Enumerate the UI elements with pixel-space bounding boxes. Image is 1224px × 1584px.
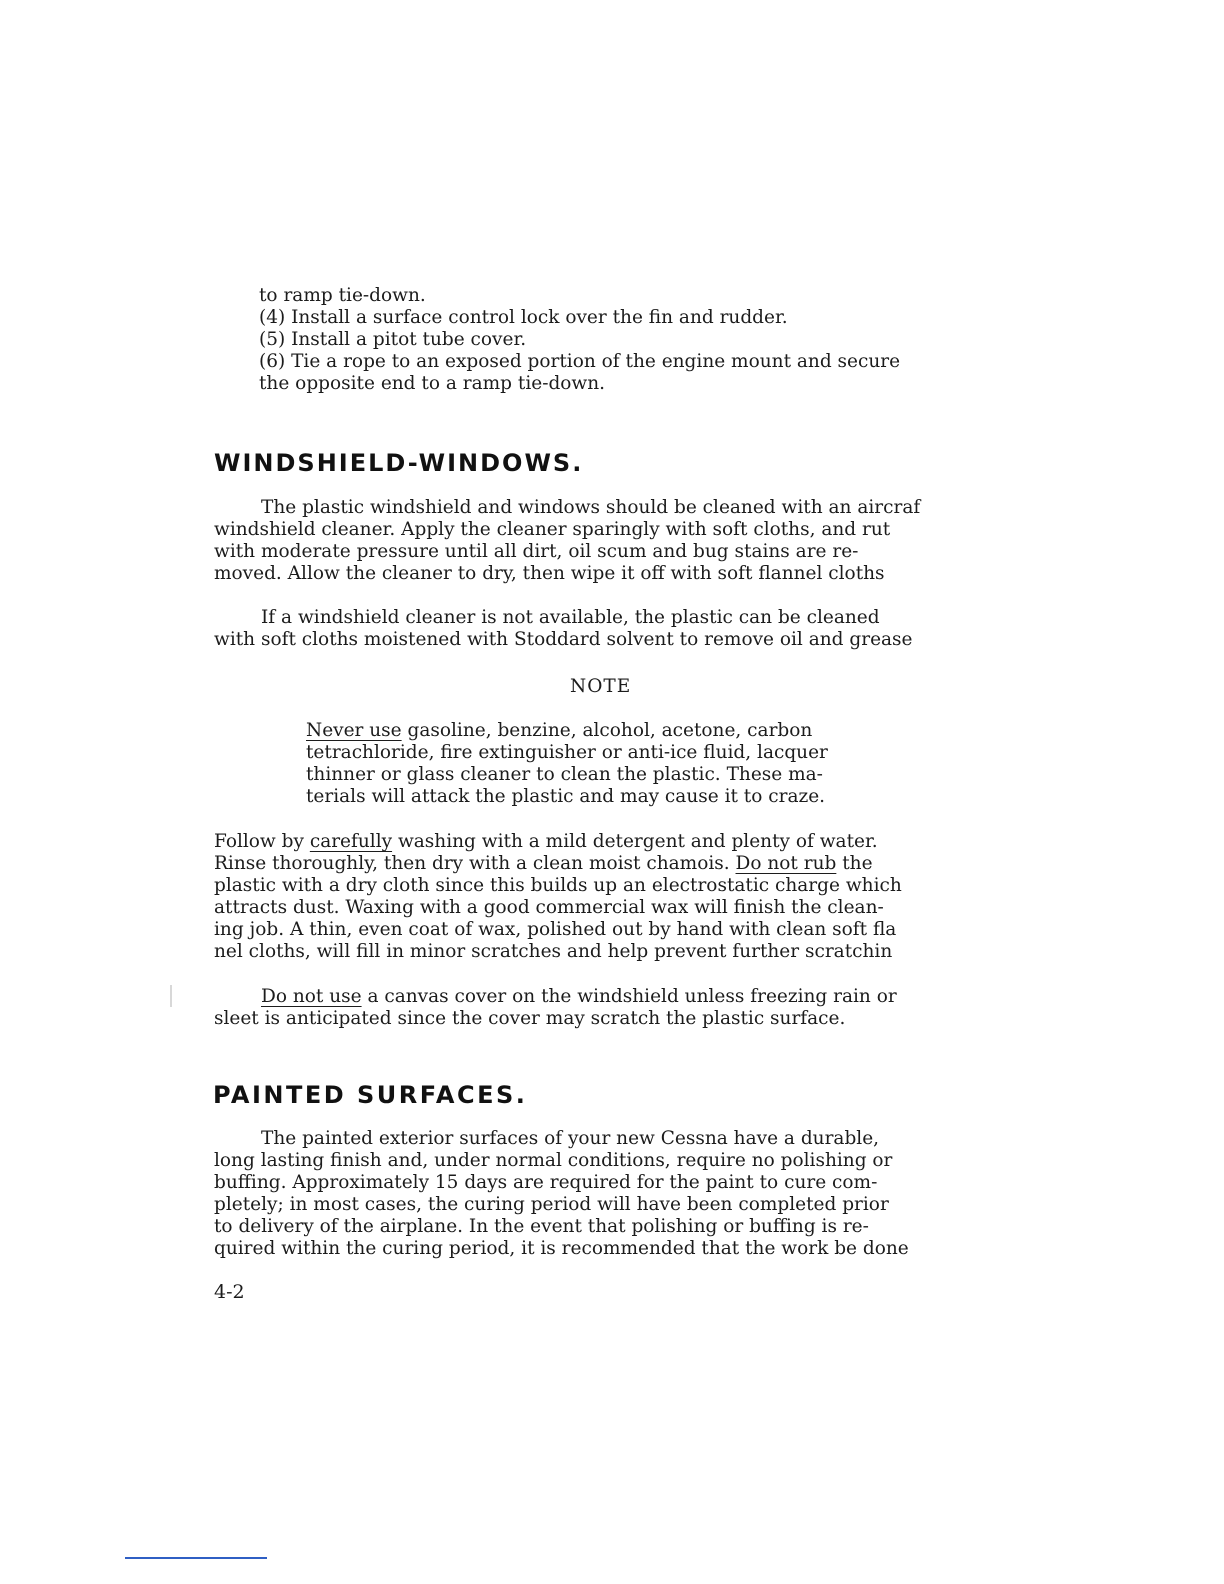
text-line: pletely; in most cases, the curing period will have been completed prior bbox=[214, 1194, 889, 1215]
note-line: terials will attack the plastic and may cause it to craze. bbox=[306, 786, 826, 807]
text-line: The plastic windshield and windows should be cleaned with an aircraf bbox=[261, 497, 921, 518]
paragraph bbox=[214, 986, 994, 1030]
text-line: buffing. Approximately 15 days are required for the paint to cure com- bbox=[214, 1172, 878, 1193]
list-line: the opposite end to a ramp tie-down. bbox=[259, 373, 606, 394]
text-line: moved. Allow the cleaner to dry, then wipe it off with soft flannel cloths bbox=[214, 563, 885, 584]
text-line: Do not use a canvas cover on the windshield unless freezing rain or bbox=[261, 986, 897, 1007]
text-line: sleet is anticipated since the cover may scratch the plastic surface. bbox=[214, 1008, 846, 1029]
list-line: (4) Install a surface control lock over the fin and rudder. bbox=[259, 307, 788, 328]
note-title: NOTE bbox=[570, 676, 632, 697]
underlined-text: Never use bbox=[306, 720, 402, 741]
paragraph bbox=[214, 831, 994, 963]
text-line: ing job. A thin, even coat of wax, polished out by hand with clean soft fla bbox=[214, 919, 897, 940]
text-line: to delivery of the airplane. In the event that polishing or buffing is re- bbox=[214, 1216, 869, 1237]
underlined-text: Do not use bbox=[261, 986, 362, 1007]
underlined-text: carefully bbox=[309, 831, 393, 852]
paragraph bbox=[214, 607, 994, 651]
underlined-text: Do not rub bbox=[735, 853, 837, 874]
tie-down-steps bbox=[259, 285, 900, 395]
note-line: tetrachloride, fire extinguisher or anti-ice fluid, lacquer bbox=[306, 742, 828, 763]
text-line: quired within the curing period, it is recommended that the work be done bbox=[214, 1238, 909, 1259]
footer-rule bbox=[125, 1557, 267, 1559]
list-line: (5) Install a pitot tube cover. bbox=[259, 329, 527, 350]
paragraph bbox=[214, 1128, 994, 1260]
note-line bbox=[306, 720, 828, 742]
text-line: with soft cloths moistened with Stoddard solvent to remove oil and grease bbox=[214, 629, 913, 650]
text-line: If a windshield cleaner is not available, the plastic can be cleaned bbox=[261, 607, 880, 628]
note-line: thinner or glass cleaner to clean the plastic. These ma- bbox=[306, 764, 823, 785]
text-line: The painted exterior surfaces of your new Cessna have a durable, bbox=[261, 1128, 880, 1149]
text-line: attracts dust. Waxing with a good commercial wax will finish the clean- bbox=[214, 897, 884, 918]
text-span: gasoline, benzine, alcohol, acetone, carbon bbox=[401, 720, 813, 741]
text-line: long lasting finish and, under normal conditions, require no polishing or bbox=[214, 1150, 893, 1171]
text-line: windshield cleaner. Apply the cleaner sparingly with soft cloths, and rut bbox=[214, 519, 891, 540]
text-line: nel cloths, will fill in minor scratches and help prevent further scratchin bbox=[214, 941, 893, 962]
section-heading-windshield: WINDSHIELD-WINDOWS. bbox=[214, 449, 584, 477]
text-line: with moderate pressure until all dirt, oil scum and bug stains are re- bbox=[214, 541, 859, 562]
paragraph bbox=[214, 497, 994, 585]
section-heading-painted: PAINTED SURFACES. bbox=[213, 1081, 528, 1109]
list-line: to ramp tie-down. bbox=[259, 285, 426, 306]
page-number: 4-2 bbox=[214, 1281, 245, 1303]
note-box bbox=[306, 720, 828, 808]
list-line: (6) Tie a rope to an exposed portion of the engine mount and secure bbox=[259, 351, 901, 372]
text-line: plastic with a dry cloth since this builds up an electrostatic charge which bbox=[214, 875, 902, 896]
scan-artifact bbox=[170, 985, 172, 1007]
text-line: Rinse thoroughly, then dry with a clean moist chamois. Do not rub the bbox=[214, 853, 873, 874]
text-line: Follow by carefully washing with a mild detergent and plenty of water. bbox=[214, 831, 878, 852]
